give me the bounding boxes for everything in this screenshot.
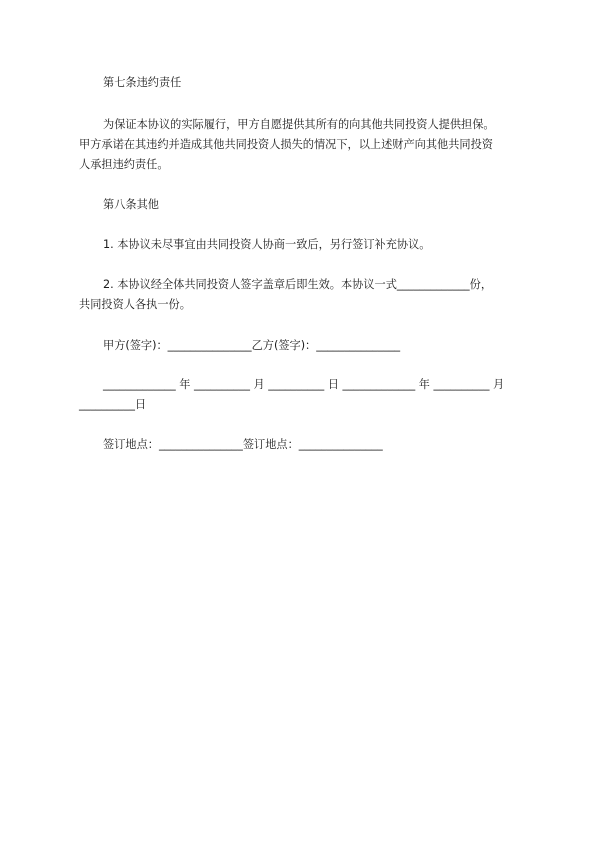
date-line-2: __________日 <box>79 398 147 411</box>
signing-place-line: 签订地点：_______________签订地点：_______________ <box>103 438 383 451</box>
article-8-item-2-line-1: 2. 本协议经全体共同投资人签字盖章后即生效。本协议一式_____________份， <box>103 278 493 291</box>
article-8-item-1: 1. 本协议未尽事宜由共同投资人协商一致后，另行签订补充协议。 <box>103 238 431 251</box>
date-line-1: _____________ 年 __________ 月 __________ 日 _____________ 年 __________ 月 <box>103 378 505 391</box>
article-7-paragraph-line-3: 人承担违约责任。 <box>79 158 169 171</box>
article-8-heading: 第八条其他 <box>103 198 159 211</box>
article-7-heading: 第七条违约责任 <box>103 76 182 89</box>
article-7-paragraph-line-2: 甲方承诺在其违约并造成其他共同投资人损失的情况下，以上述财产向其他共同投资 <box>79 138 493 151</box>
article-8-item-2-line-2: 共同投资人各执一份。 <box>79 298 191 311</box>
article-7-paragraph-line-1: 为保证本协议的实际履行，甲方自愿提供其所有的向其他共同投资人提供担保。 <box>103 118 495 131</box>
signature-line: 甲方(签字)：_______________乙方(签字)：_______________ <box>103 339 401 352</box>
